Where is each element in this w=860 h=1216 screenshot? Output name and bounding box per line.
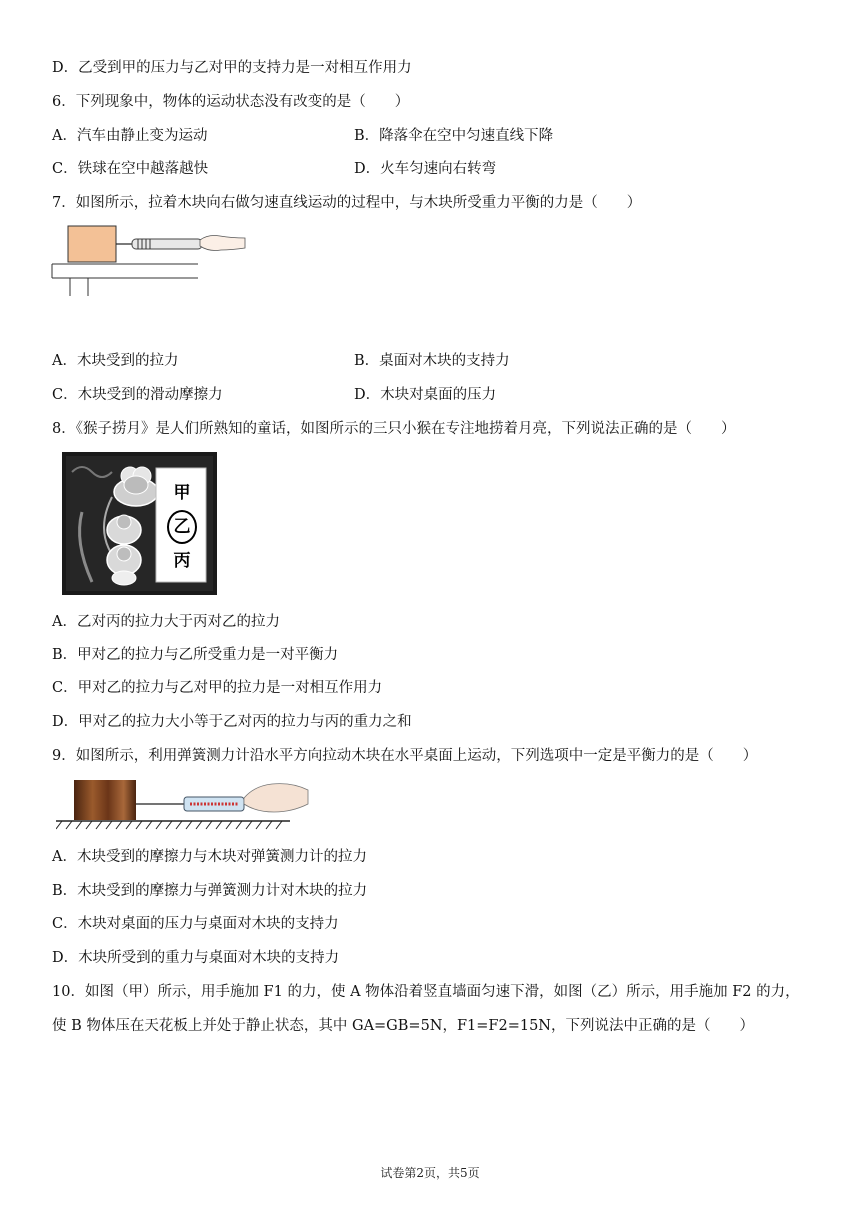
q9-stem: 9．如图所示，利用弹簧测力计沿水平方向拉动木块在水平桌面上运动，下列选项中一定是平衡力的是（ ） (52, 748, 758, 764)
q7-figure-block-spring-scale (50, 222, 250, 298)
q6-option-b[interactable]: B．降落伞在空中匀速直线下降 (354, 128, 554, 144)
page-footer: 试卷第2页，共5页 (380, 1166, 480, 1180)
q6-option-c[interactable]: C．铁球在空中越落越快 (52, 161, 209, 177)
q8-figure-monkeys (62, 452, 217, 595)
q8-option-c[interactable]: C．甲对乙的拉力与乙对甲的拉力是一对相互作用力 (52, 680, 383, 696)
q8-figure-labels (164, 478, 200, 576)
q7-option-c[interactable]: C．木块受到的滑动摩擦力 (52, 387, 223, 403)
q7-option-d[interactable]: D．木块对桌面的压力 (354, 387, 497, 403)
q7-option-b[interactable]: B．桌面对木块的支持力 (354, 353, 510, 369)
q8-option-d[interactable]: D．甲对乙的拉力大小等于乙对丙的拉力与丙的重力之和 (52, 714, 412, 730)
q9-option-d[interactable]: D．木块所受到的重力与桌面对木块的支持力 (52, 950, 340, 966)
q8-stem: 8．《猴子捞月》是人们所熟知的童话，如图所示的三只小猴在专注地捞着月亮，下列说法正确的是（ ） (52, 421, 736, 437)
q9-option-b[interactable]: B．木块受到的摩擦力与弹簧测力计对木块的拉力 (52, 883, 368, 899)
q6-option-a[interactable]: A．汽车由静止变为运动 (52, 128, 208, 144)
q9-option-c[interactable]: C．木块对桌面的压力与桌面对木块的支持力 (52, 916, 339, 932)
q5-option-d: D．乙受到甲的压力与乙对甲的支持力是一对相互作用力 (52, 60, 412, 76)
label-yi: 乙 (167, 510, 197, 544)
q7-stem: 7．如图所示，拉着木块向右做匀速直线运动的过程中，与木块所受重力平衡的力是（ ） (52, 195, 642, 211)
q9-option-a[interactable]: A．木块受到的摩擦力与木块对弹簧测力计的拉力 (52, 849, 367, 865)
q8-option-b[interactable]: B．甲对乙的拉力与乙所受重力是一对平衡力 (52, 647, 339, 663)
q6-stem: 6．下列现象中，物体的运动状态没有改变的是（ ） (52, 94, 410, 110)
q8-option-a[interactable]: A．乙对丙的拉力大于丙对乙的拉力 (52, 614, 280, 630)
q6-option-d[interactable]: D．火车匀速向右转弯 (354, 161, 497, 177)
q9-figure-block-spring-scale (56, 776, 312, 832)
q7-option-a[interactable]: A．木块受到的拉力 (52, 353, 179, 369)
q10-stem-line1: 10．如图（甲）所示，用手施加 F1 的力，使 A 物体沿着竖直墙面匀速下滑，如图（乙）所示，用手施加 F2 的力， (52, 984, 800, 1000)
q10-stem-line2: 使 B 物体压在天花板上并处于静止状态，其中 GA=GB=5N，F1=F2=15N，下列说法中正确的是（ ） (52, 1018, 754, 1034)
label-jia: 甲 (173, 483, 191, 503)
label-bing: 丙 (173, 551, 191, 571)
